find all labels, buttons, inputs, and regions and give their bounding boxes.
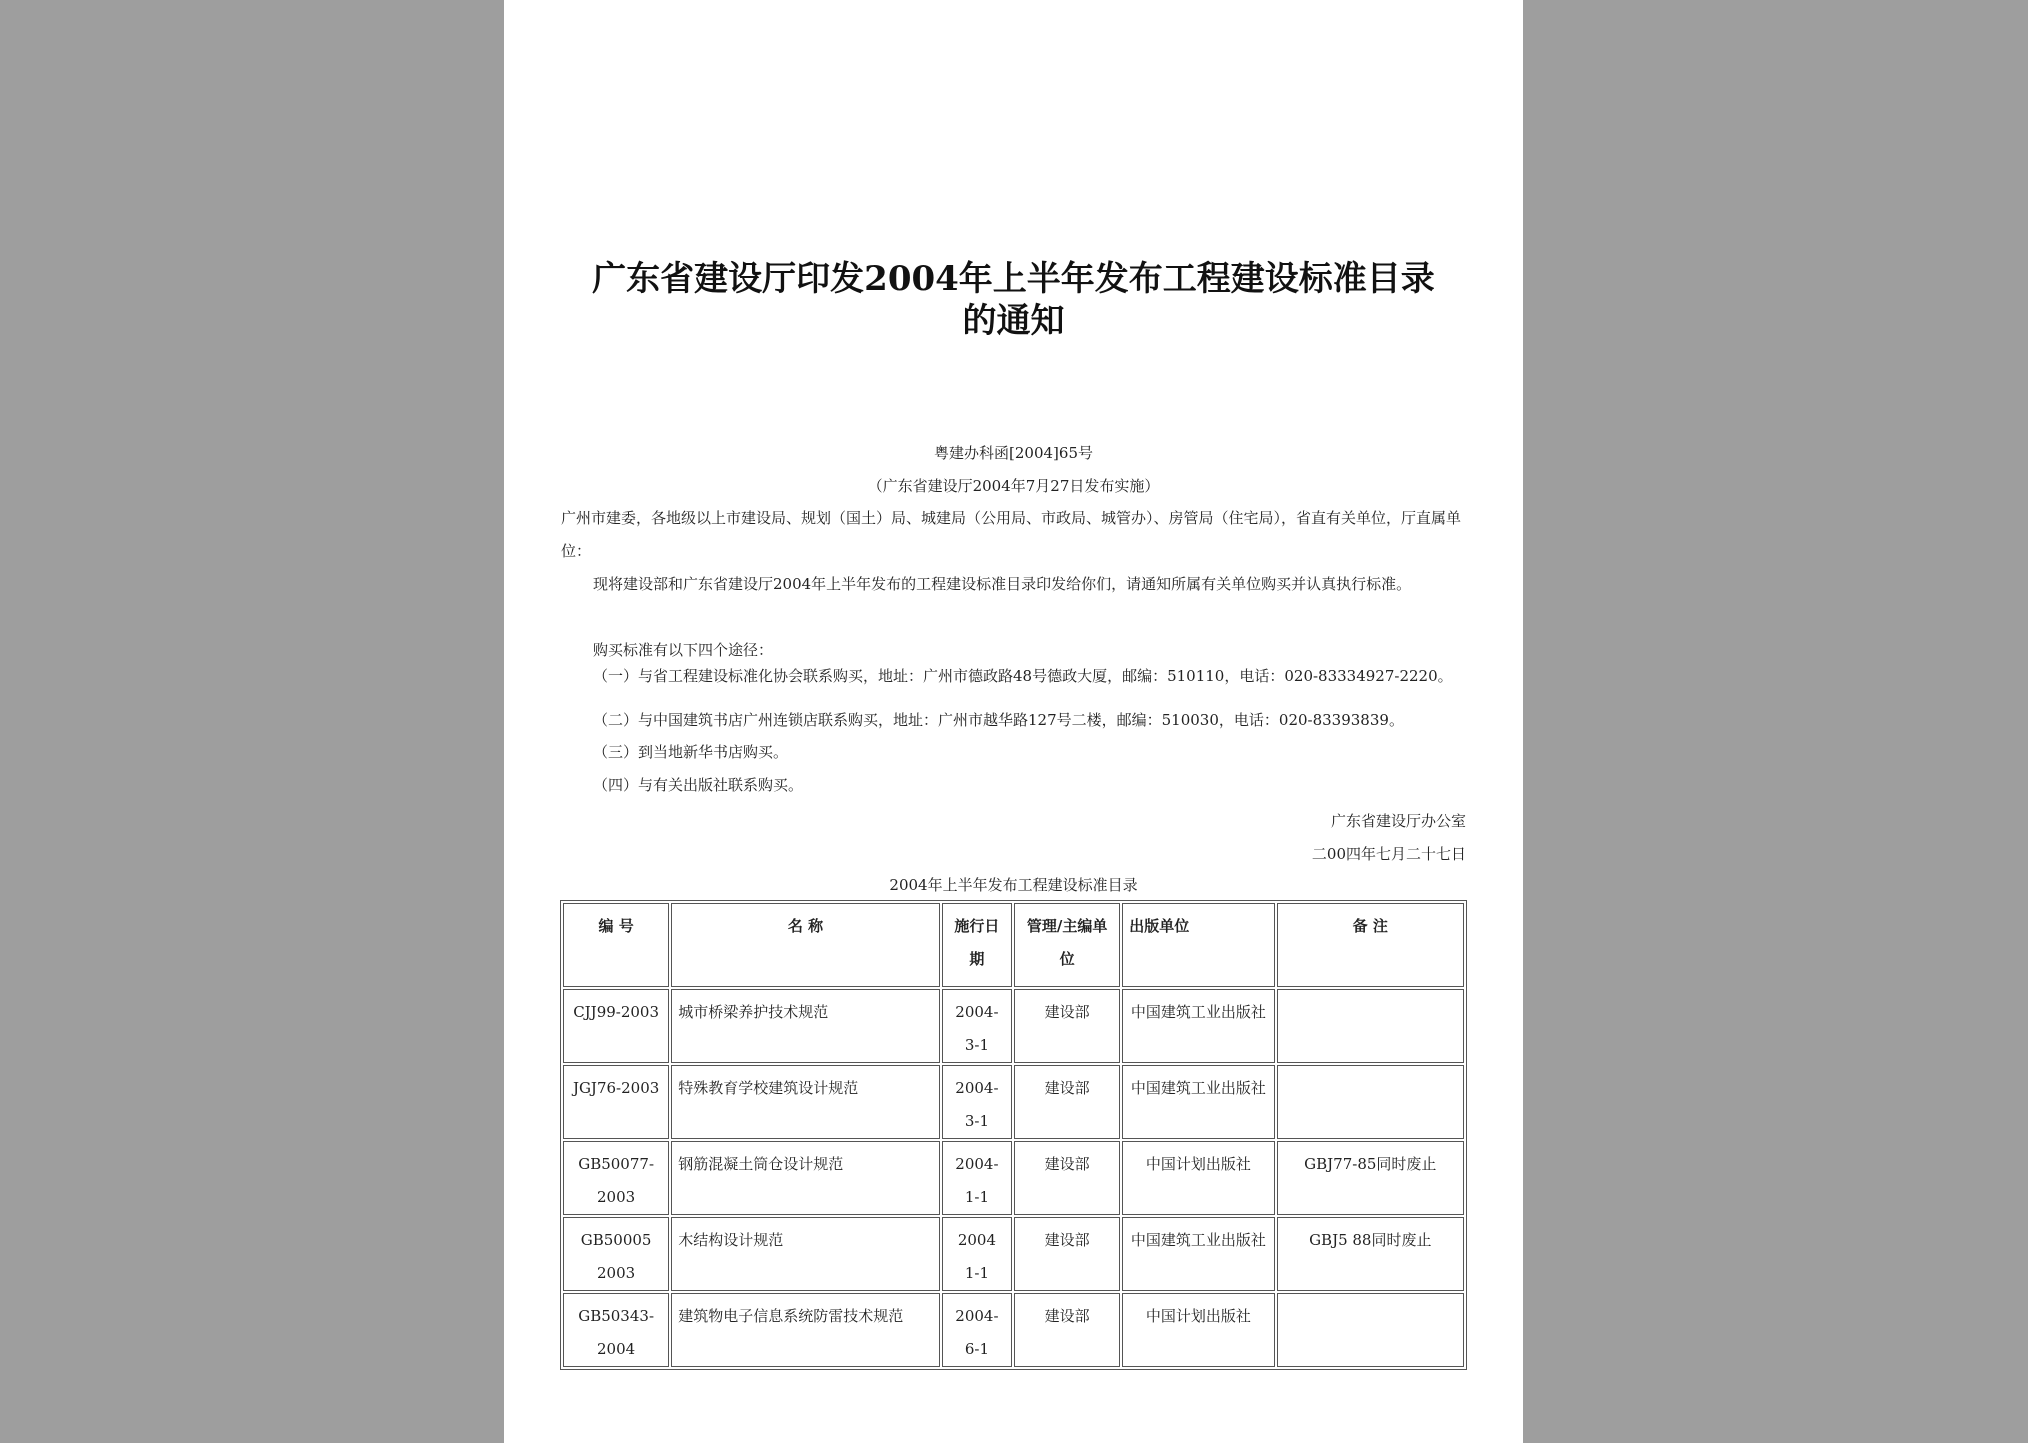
cell-publisher: 中国计划出版社 [1122,1293,1274,1367]
cell-name: 建筑物电子信息系统防雷技术规范 [671,1293,940,1367]
cell-dept: 建设部 [1014,1293,1120,1367]
cell-code: JGJ76-2003 [563,1065,669,1139]
cell-date: 2004 1-1 [942,1217,1012,1291]
addressee: 广州市建委，各地级以上市建设局、规划（国土）局、城建局（公用局、市政局、城管办）、房管局（住宅局），省直有关单位，厅直属单位： [561,509,1462,560]
cell-name: 木结构设计规范 [671,1217,940,1291]
cell-code: GB50343-2004 [563,1293,669,1367]
cell-code: GB50077-2003 [563,1141,669,1215]
purchase-item-3: （三）到当地新华书店购买。 [593,743,789,761]
table-row [563,1141,1464,1215]
purchase-intro: 购买标准有以下四个途径： [593,641,774,659]
purchase-item-1: （一）与省工程建设标准化协会联系购买，地址：广州市德政路48号德政大厦，邮编：510110，电话：020-83334927-2220。 [593,667,1453,685]
cell-dept: 建设部 [1014,1141,1120,1215]
standards-table [560,900,1467,1370]
table-caption: 2004年上半年发布工程建设标准目录 [889,876,1138,894]
table-row [563,1293,1464,1367]
document-number: 粤建办科函[2004]65号 [934,444,1093,462]
document-page [504,0,1523,1443]
cell-name: 钢筋混凝土筒仓设计规范 [671,1141,940,1215]
cell-publisher: 中国计划出版社 [1122,1141,1274,1215]
cell-dept: 建设部 [1014,1065,1120,1139]
body-paragraph: 现将建设部和广东省建设厅2004年上半年发布的工程建设标准目录印发给你们，请通知所属有关单位购买并认真执行标准。 [593,575,1412,593]
header-code: 编 号 [563,903,669,987]
table-row [563,989,1464,1063]
header-dept: 管理/主编单位 [1014,903,1120,987]
cell-date: 2004-3-1 [942,989,1012,1063]
cell-note [1277,989,1464,1063]
title-line-2: 的通知 [962,301,1065,341]
cell-dept: 建设部 [1014,989,1120,1063]
purchase-item-4: （四）与有关出版社联系购买。 [593,776,804,794]
cell-name: 特殊教育学校建筑设计规范 [671,1065,940,1139]
cell-code: CJJ99-2003 [563,989,669,1063]
cell-publisher: 中国建筑工业出版社 [1122,989,1274,1063]
signature-date: 二00四年七月二十七日 [1311,845,1466,863]
purchase-item-2: （二）与中国建筑书店广州连锁店联系购买，地址：广州市越华路127号二楼，邮编：510030，电话：020-83393839。 [593,711,1404,729]
header-date: 施行日期 [942,903,1012,987]
cell-note [1277,1293,1464,1367]
cell-note: GBJ77-85同时废止 [1277,1141,1464,1215]
cell-publisher: 中国建筑工业出版社 [1122,1217,1274,1291]
header-note: 备 注 [1277,903,1464,987]
signature-org: 广东省建设厅办公室 [1330,812,1466,830]
cell-publisher: 中国建筑工业出版社 [1122,1065,1274,1139]
cell-date: 2004-1-1 [942,1141,1012,1215]
cell-note [1277,1065,1464,1139]
table-row [563,1065,1464,1139]
header-publisher: 出版单位 [1122,903,1274,987]
cell-note: GBJ5 88同时废止 [1277,1217,1464,1291]
title-line-1: 广东省建设厅印发2004年上半年发布工程建设标准目录 [592,259,1435,299]
table-header-row [563,903,1464,987]
cell-date: 2004-6-1 [942,1293,1012,1367]
cell-name: 城市桥梁养护技术规范 [671,989,940,1063]
header-name: 名 称 [671,903,940,987]
document-title [544,258,1483,342]
cell-code: GB50005 2003 [563,1217,669,1291]
table-row [563,1217,1464,1291]
cell-date: 2004-3-1 [942,1065,1012,1139]
issue-note: （广东省建设厅2004年7月27日发布实施） [867,477,1160,495]
cell-dept: 建设部 [1014,1217,1120,1291]
